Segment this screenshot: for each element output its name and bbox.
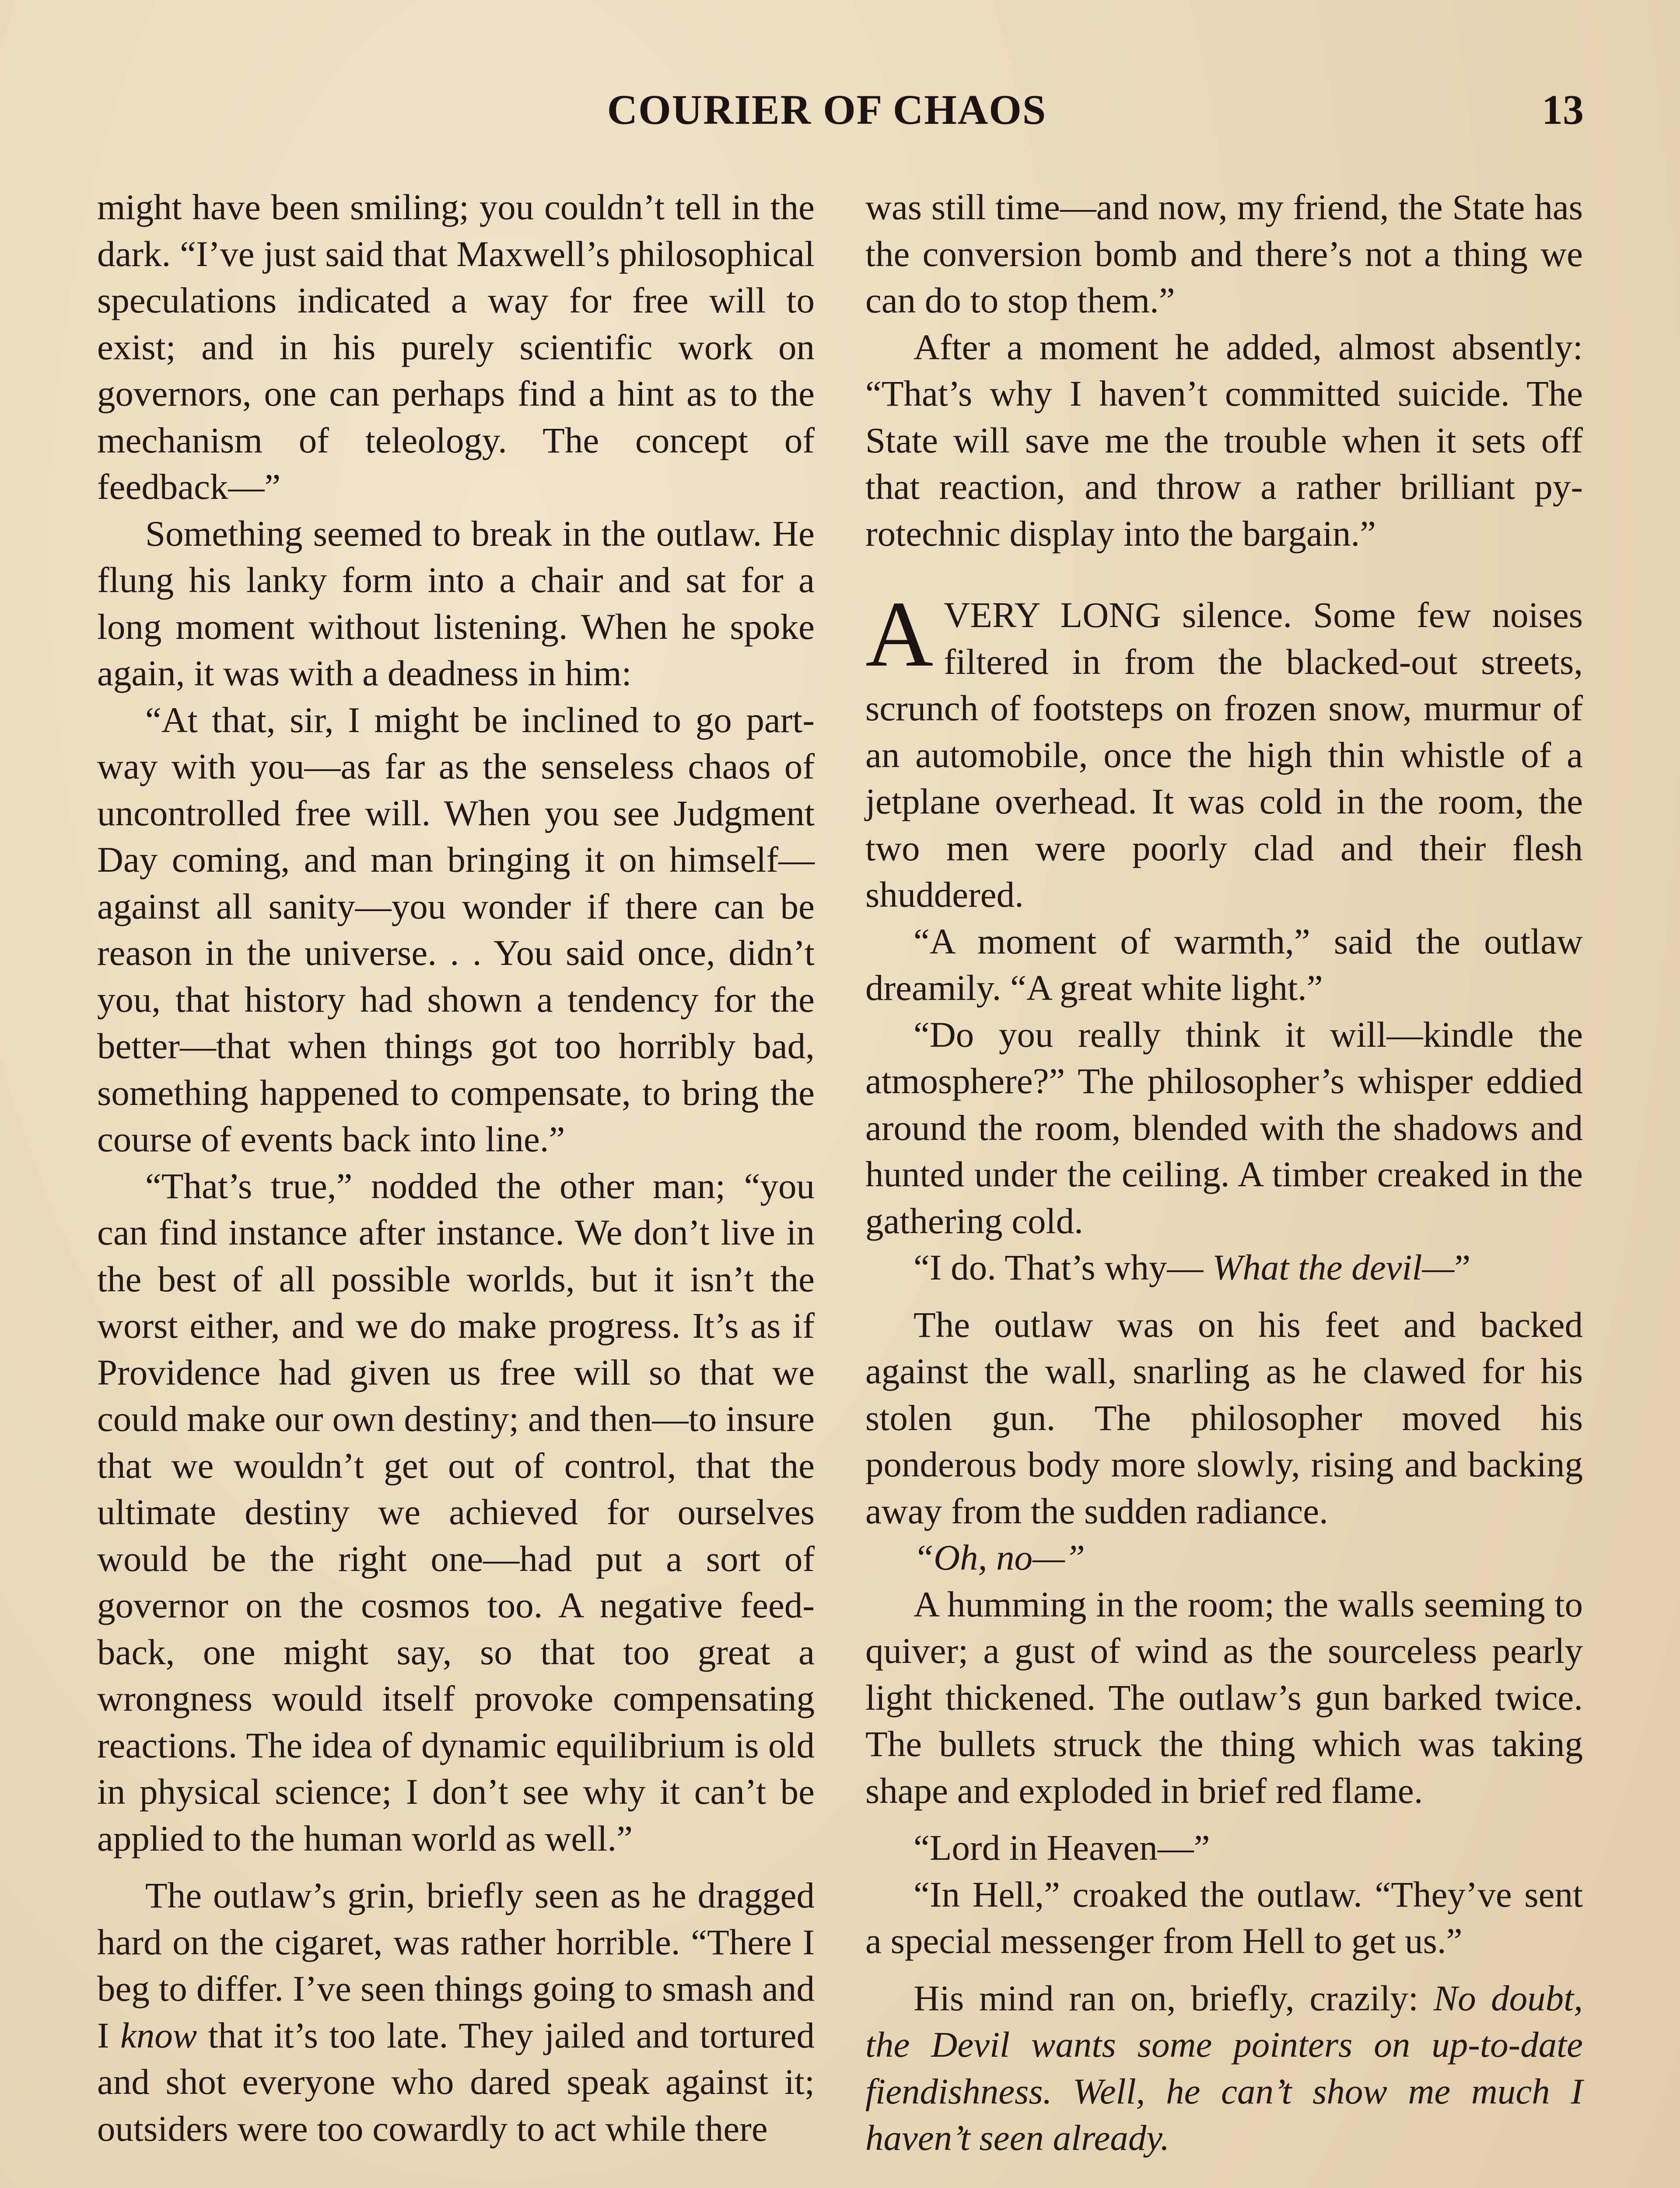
paragraph <box>97 1872 815 2152</box>
lead-in-caps: VERY LONG <box>944 595 1162 635</box>
paragraph <box>865 1244 1583 1291</box>
drop-cap: A <box>865 582 934 686</box>
emphasis: “Oh, no—” <box>914 1537 1085 1578</box>
emphasis: know <box>120 2015 197 2055</box>
text-run: ” <box>1454 1247 1471 1287</box>
paragraph: “At that, sir, I might be inclined to go part-way with you—as far as the senseless chaos of uncontrolled free will. When you see Judgment Day coming, and man bringing it on himself—against all sanity—you wonder if there can be reason in the universe. . . You said once, didn’t you, that history had shown a tendency for the better—that when things got too horribly bad, something happened to compensate, to bring the course of events back into line.” <box>97 699 815 1159</box>
text-run: “I do. That’s why— <box>914 1247 1213 1287</box>
paragraph: Something seemed to break in the outlaw. He flung his lanky form into a chair and sat for a long moment without listening. When he spoke again, it was with a deadness in him: <box>97 513 815 693</box>
paragraph: “Lord in Heaven—” <box>914 1827 1210 1868</box>
paragraph: “In Hell,” croaked the outlaw. “They’ve sent a special messenger from Hell to get us.” <box>865 1874 1583 1961</box>
paragraph: “A moment of warmth,” said the outlaw dreamily. “A great white light.” <box>865 921 1583 1008</box>
section-paragraph <box>865 582 1583 918</box>
text-run: that it’s too late. They jailed and tortured and shot everyone who dared speak against it; outsiders were too cowardly to act while there <box>97 2015 815 2149</box>
right-column <box>865 184 1583 2161</box>
page-number: 13 <box>1542 86 1584 133</box>
left-column <box>97 184 815 2152</box>
text-run: silence. Some few noises filtered in from the blacked-out streets, scrunch of footsteps on frozen snow, murmur of an automobile, once the high thin whistle of a jetplane overhead. It was cold in the room, the two men were poorly clad and their flesh shuddered. <box>865 595 1583 915</box>
paragraph: was still time—and now, my friend, the State has the conversion bomb and there’s not a thing we can do to stop them.” <box>865 187 1583 320</box>
text-run: His mind ran on, briefly, crazily: <box>914 1978 1434 2018</box>
paragraph: might have been smiling; you couldn’t tell in the dark. “I’ve just said that Maxwell’s philosophical speculations indicated a way for free will to exist; and in his purely scientific work on governors, one can perhaps find a hint as to the mechanism of teleology. The concept of feedback—” <box>97 187 815 507</box>
running-title: COURIER OF CHAOS <box>607 86 1047 133</box>
emphasis: What the devil— <box>1212 1247 1455 1287</box>
paragraph: “That’s true,” nodded the other man; “you can find instance after instance. We don’t live in the best of all possible worlds, but it isn’t the worst either, and we do make progress. It’s as if Providence had given us free will so that we could make our own destiny; and then—to insure that we wouldn’t get out of control, that the ultimate destiny we achieved for ourselves would be the right one—had put a sort of governor on the cosmos too. A negative feedback, one might say, so that too great a wrongness would itself provoke compensating reactions. The idea of dynamic equilibrium is old in physical science; I don’t see why it can’t be applied to the human world as well.” <box>97 1165 815 1858</box>
paragraph: After a moment he added, almost absently: “That’s why I haven’t committed suicide. The State will save me the trouble when it sets off that reaction, and throw a rather brilliant pyrotechnic display into the bargain.” <box>865 326 1583 554</box>
page-header <box>0 77 1680 147</box>
paragraph: “Do you really think it will—kindle the atmosphere?” The philosopher’s whisper eddied around the room, blended with the shadows and hunted under the ceiling. A timber creaked in the gathering cold. <box>865 1014 1583 1241</box>
paragraph <box>865 1975 1583 2161</box>
paragraph <box>865 1534 1583 1581</box>
paragraph: A humming in the room; the walls seeming to quiver; a gust of wind as the sourceless pearly light thickened. The outlaw’s gun barked twice. The bullets struck the thing which was taking shape and exploded in brief red flame. <box>865 1584 1583 1811</box>
emphasis: No doubt, the Devil wants some pointers on up-to-date fiendishness. Well, he can’t show me much I haven’t seen already. <box>865 1978 1583 2158</box>
paragraph: The outlaw was on his feet and backed against the wall, snarling as he clawed for his stolen gun. The philosopher moved his ponderous body more slowly, rising and backing away from the sudden radiance. <box>865 1304 1583 1531</box>
text-run: The outlaw’s grin, briefly seen as he dragged hard on the cigaret, was rather horrible. “There I beg to differ. I’ve seen things going to smash and I <box>97 1875 815 2055</box>
